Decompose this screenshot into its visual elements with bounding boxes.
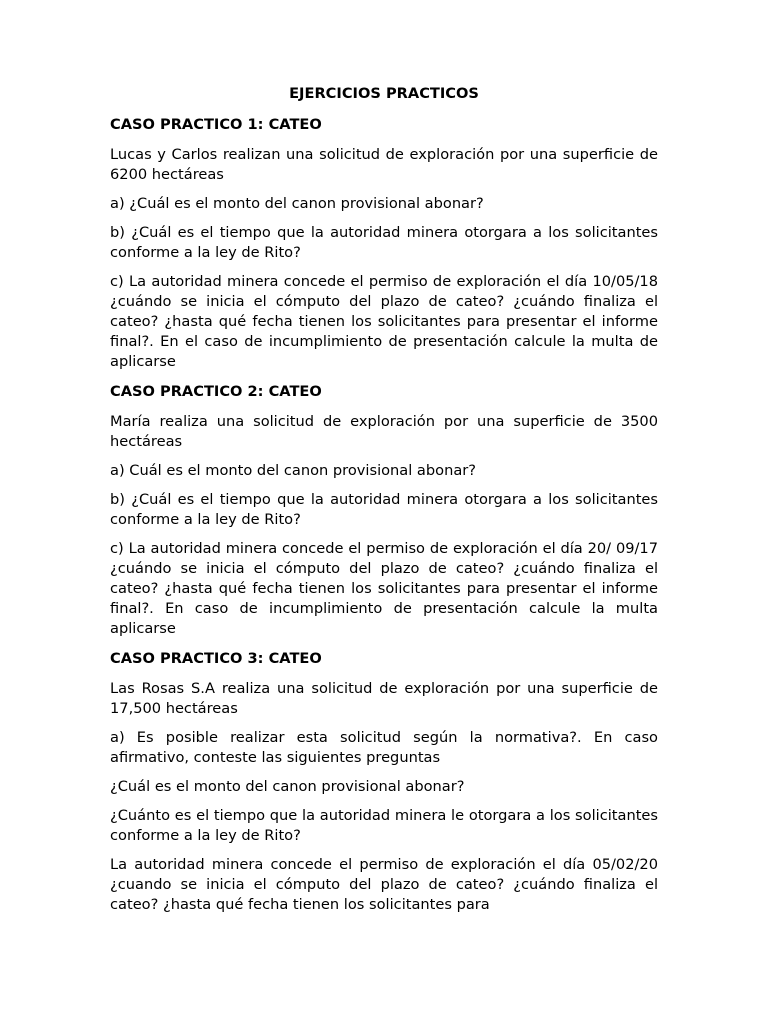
case-3-question-permiso: La autoridad minera concede el permiso de exploración el día 05/02/20 ¿cuando se inicia el cómputo del plazo de cateo? ¿cuándo finaliza el cateo? ¿hasta qué fecha tienen los solicitantes para xyxy=(110,856,658,913)
case-3-question-a: a) Es posible realizar esta solicitud según la normativa?. En caso afirmativo, conteste las siguientes preguntas xyxy=(110,729,658,766)
case-2-question-a: a) Cuál es el monto del canon provisional abonar? xyxy=(110,462,477,479)
case-1-statement: Lucas y Carlos realizan una solicitud de exploración por una superficie de 6200 hectáreas xyxy=(110,146,658,183)
case-2-heading: CASO PRACTICO 2: CATEO xyxy=(110,383,322,400)
case-1-question-c: c) La autoridad minera concede el permiso de exploración el día 10/05/18 ¿cuándo se inicia el cómputo del plazo de cateo? ¿cuándo finaliza el cateo? ¿hasta qué fecha tienen los solicitantes para presentar el informe final?. En el caso de incumplimiento de presentación calcule la multa de aplicarse xyxy=(110,273,658,370)
document-page xyxy=(110,83,658,915)
case-1-section xyxy=(110,114,658,372)
case-3-question-canon: ¿Cuál es el monto del canon provisional abonar? xyxy=(110,778,465,795)
case-1-question-b: b) ¿Cuál es el tiempo que la autoridad minera otorgara a los solicitantes conforme a la ley de Rito? xyxy=(110,224,658,261)
case-2-section xyxy=(110,381,658,639)
case-2-question-b: b) ¿Cuál es el tiempo que la autoridad minera otorgara a los solicitantes conforme a la ley de Rito? xyxy=(110,491,658,528)
case-3-section xyxy=(110,648,658,915)
document-title: EJERCICIOS PRACTICOS xyxy=(289,85,479,102)
case-2-statement: María realiza una solicitud de exploración por una superficie de 3500 hectáreas xyxy=(110,413,658,450)
case-1-question-a: a) ¿Cuál es el monto del canon provisional abonar? xyxy=(110,195,484,212)
case-3-statement: Las Rosas S.A realiza una solicitud de exploración por una superficie de 17,500 hectáreas xyxy=(110,680,658,717)
case-2-question-c: c) La autoridad minera concede el permiso de exploración el día 20/ 09/17 ¿cuándo se inicia el cómputo del plazo de cateo? ¿cuándo finaliza el cateo? ¿hasta qué fecha tienen los solicitantes para presentar el informe final?. En caso de incumplimiento de presentación calcule la multa aplicarse xyxy=(110,540,658,637)
case-3-heading: CASO PRACTICO 3: CATEO xyxy=(110,650,322,667)
case-3-question-tiempo: ¿Cuánto es el tiempo que la autoridad minera le otorgara a los solicitantes conforme a la ley de Rito? xyxy=(110,807,658,844)
case-1-heading: CASO PRACTICO 1: CATEO xyxy=(110,116,322,133)
